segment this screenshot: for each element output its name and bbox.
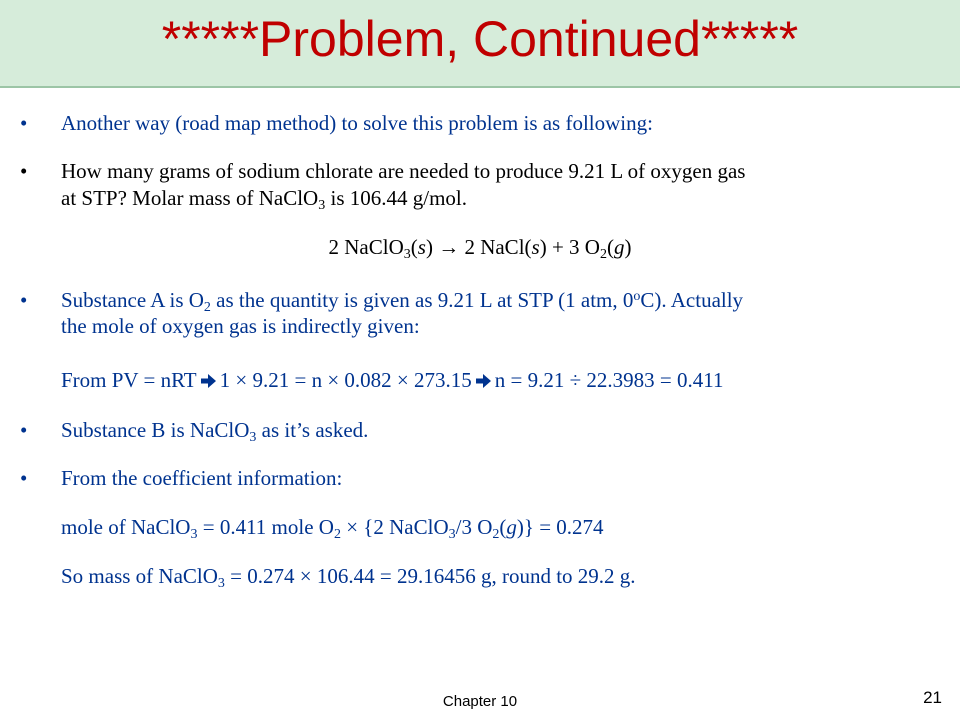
arrow-right-icon	[476, 374, 491, 388]
title-bar	[0, 0, 960, 88]
road-map-line: Another way (road map method) to solve this problem is as following:	[61, 111, 653, 135]
question-line-2: at STP? Molar mass of NaClO$_3$ is 106.44 g/mol.	[61, 186, 467, 213]
bullet-icon: •	[20, 111, 28, 135]
arrow-right-icon	[201, 374, 216, 388]
coefficient-line: From the coefficient information:	[61, 466, 343, 490]
substance-a-line-1: Substance A is $O_2$ as the quantity is given as 9.21 L at STP (1 atm, 0$^o$C). Actually	[61, 288, 744, 315]
mole-calculation: mole of NaClO$_3$ = 0.411 mole $O_2 \times \{2$ NaClO$_3$/3 $O_2(g)\} = 0.274$	[61, 515, 604, 542]
substance-b-line: Substance B is NaClO$_3$ as it’s asked.	[61, 418, 369, 445]
chapter-footer: Chapter 10	[442, 693, 518, 710]
chemical-equation: 2 NaClO$_3$(s) → 2 NaCl(s) + 3 $O_2(g)$	[328, 235, 632, 262]
mass-calculation: So mass of NaClO$_3$ = 0.274 × 106.44 = 29.16456 g, round to 29.2 g.	[61, 564, 636, 591]
bullet-icon: •	[20, 418, 28, 442]
ideal-gas-calculation: From PV = nRT 1 × 9.21 = n × 0.082 × 273.15 n = 9.21 ÷ 22.3983 = 0.411	[61, 368, 724, 392]
question-line-1: How many grams of sodium chlorate are needed to produce 9.21 L of oxygen gas	[61, 159, 746, 183]
bullet-icon: •	[20, 159, 28, 183]
bullet-icon: •	[20, 466, 28, 490]
page-number: 21	[923, 688, 942, 707]
bullet-icon: •	[20, 288, 28, 312]
slide-title: *****Problem, Continued*****	[161, 11, 799, 67]
substance-a-line-2: the mole of oxygen gas is indirectly given:	[61, 314, 420, 338]
